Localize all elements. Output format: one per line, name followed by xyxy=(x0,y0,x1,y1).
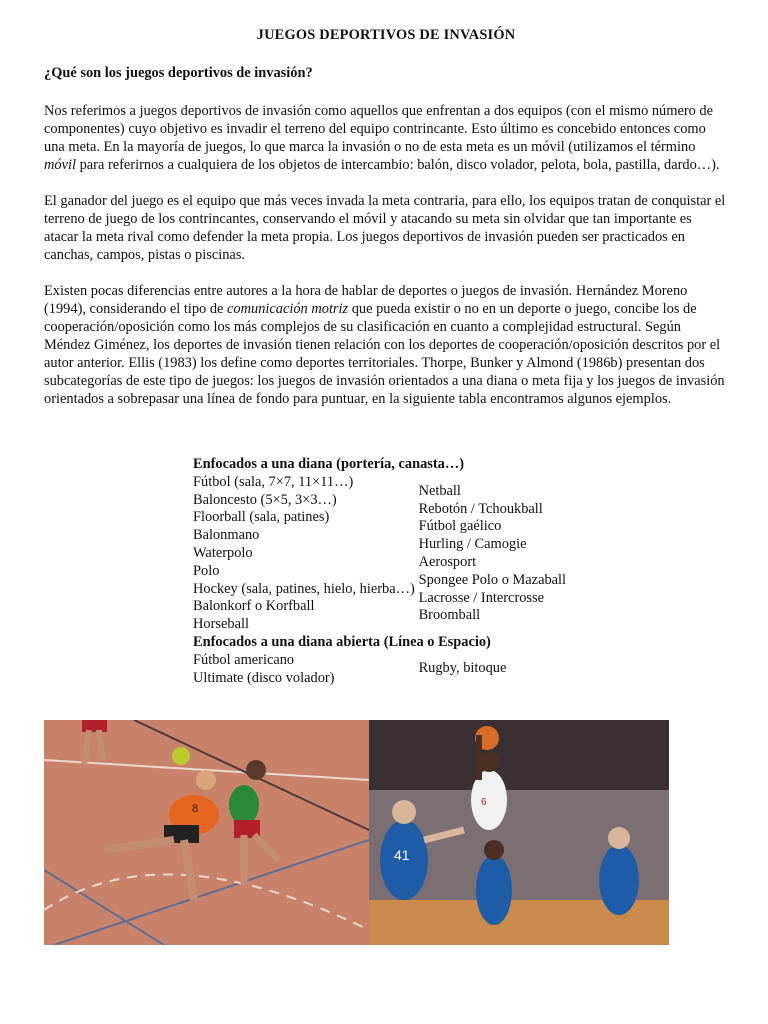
list-item: Rugby, bitoque xyxy=(418,659,507,676)
heat-jersey-number: 6 xyxy=(481,797,487,808)
mavs-jersey-number: 41 xyxy=(394,847,410,863)
list-item: Hockey (sala, patines, hielo, hierba…) xyxy=(193,580,415,597)
basketball-photo xyxy=(369,720,669,945)
handball-jersey-number: 8 xyxy=(192,803,199,815)
list-item: Horseball xyxy=(193,616,249,633)
list-item: Aerosport xyxy=(418,553,477,570)
paragraph-2: El ganador del juego es el equipo que más veces invada la meta contraria, para ello, los equipos tratan de conquistar el terreno de juego de los contrincantes, conservando el móvil y atacando su meta sin olvidar que tan importante es atacar la meta rival como defender la meta propia. Los juegos deportivos de invasión pueden ser practicados en canchas, campos, pistas o piscinas. xyxy=(44,193,726,263)
page-title: JUEGOS DEPORTIVOS DE INVASIÓN xyxy=(256,27,516,43)
sports-table xyxy=(193,456,613,687)
list-item: Rebotón / Tchoukball xyxy=(418,500,543,517)
paragraph-1: Nos referimos a juegos deportivos de invasión como aquellos que enfrentan a dos equipos (con el mismo número de componentes) cuyo objetivo es invadir el terreno del equipo contrincante. Esto último es concebido entonces como una meta. En la mayoría de juegos, lo que marca la invasión o no de esta meta es un móvil (utilizamos el término móvil para referirnos a cualquiera de los objetos de intercambio: balón, disco volador, pelota, bola, pastilla, dardo…). xyxy=(44,103,720,173)
list-fixed-target-a xyxy=(193,474,419,634)
document xyxy=(44,26,728,426)
list-item: Hurling / Camogie xyxy=(418,536,527,553)
list-item: Netball xyxy=(418,482,461,499)
section-question: ¿Qué son los juegos deportivos de invasión? xyxy=(44,65,313,81)
handball-photo xyxy=(44,720,369,945)
paragraph-3: Existen pocas diferencias entre autores a la hora de hablar de deportes o juegos de invasión. Hernández Moreno (1994), considerando el tipo de comunicación motriz que pueda existir o no en un deporte o juego, concibe los de cooperación/oposición como los más complejos de su clasificación en cuanto a complejidad estructural. Según Méndez Giménez, los deportes de invasión tienen relación con los deportes de cooperación/oposición descritos por el autor anterior. Ellis (1983) los define como deportes territoriales. Thorpe, Bunker y Almond (1986b) presentan dos subcategorías de este tipo de juegos: los juegos de invasión orientados a una diana o meta fija y los juegos de invasión orientados a sobrepasar una línea de fondo para puntuar, en la siguiente tabla encontramos algunos ejemplos. xyxy=(44,283,725,407)
list-item: Waterpolo xyxy=(193,544,253,561)
table-header-fixed-target: Enfocados a una diana (portería, canasta…) xyxy=(193,456,465,472)
list-fixed-target-b xyxy=(419,474,613,634)
list-item: Balonmano xyxy=(193,527,260,544)
list-open-target-b xyxy=(419,652,613,688)
list-item: Polo xyxy=(193,562,220,579)
list-item: Fútbol americano xyxy=(193,651,295,668)
list-item: Fútbol (sala, 7×7, 11×11…) xyxy=(193,473,354,490)
list-item: Balonkorf o Korfball xyxy=(193,598,315,615)
list-item: Floorball (sala, patines) xyxy=(193,509,330,526)
table-header-open-target: Enfocados a una diana abierta (Línea o Espacio) xyxy=(193,633,491,650)
list-item: Baloncesto (5×5, 3×3…) xyxy=(193,491,337,508)
list-item: Ultimate (disco volador) xyxy=(193,669,335,686)
list-item: Lacrosse / Intercrosse xyxy=(418,589,545,606)
photo-strip xyxy=(44,720,669,945)
list-item: Broomball xyxy=(418,607,481,624)
list-item: Spongee Polo o Mazaball xyxy=(418,571,567,588)
list-item: Fútbol gaélico xyxy=(418,518,502,535)
list-open-target-a xyxy=(193,652,419,688)
